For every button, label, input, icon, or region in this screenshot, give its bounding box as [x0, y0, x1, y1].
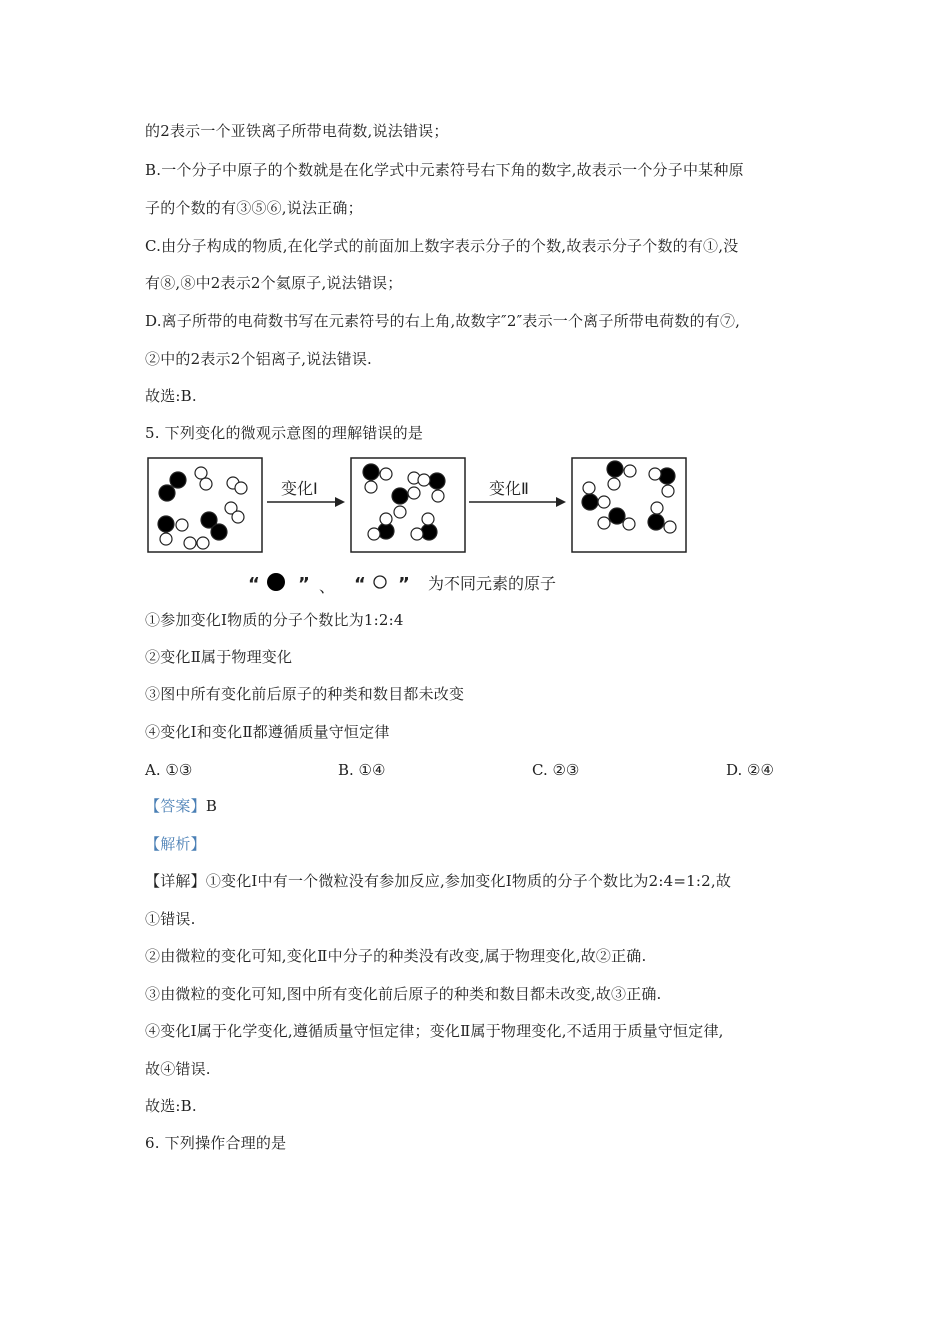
question-5-stem: 5. 下列变化的微观示意图的理解错误的是 — [145, 424, 424, 442]
detail-line-1 — [145, 871, 731, 891]
analysis-tag: 【解析】 — [145, 835, 206, 853]
line-8: 故选:B. — [145, 387, 197, 405]
question-6-stem: 6. 下列操作合理的是 — [145, 1134, 287, 1152]
line-1: 的2表示一个亚铁离子所带电荷数,说法错误； — [145, 122, 449, 140]
line-3: 子的个数的有③⑤⑥,说法正确； — [145, 199, 363, 217]
statement-2: ②变化Ⅱ属于物理变化 — [145, 648, 293, 666]
legend-separator: 、 — [319, 577, 336, 596]
legend-black-atom — [267, 573, 285, 591]
answer-value: B — [205, 797, 218, 815]
option-a: A. ①③ — [145, 761, 193, 779]
line-2: B.一个分子中原子的个数就是在化学式中元素符号右下角的数字,故表示一个分子中某种原 — [145, 161, 744, 179]
option-c: C. ②③ — [532, 761, 580, 779]
detail-line-3: ②由微粒的变化可知,变化Ⅱ中分子的种类没有改变,属于物理变化,故②正确. — [145, 947, 647, 965]
detail-line-7: 故选:B. — [145, 1097, 197, 1115]
arrow-2-label: 变化Ⅱ — [489, 479, 529, 498]
detail-line-4: ③由微粒的变化可知,图中所有变化前后原子的种类和数目都未改变,故③正确. — [145, 985, 662, 1003]
detail-line-2: ①错误. — [145, 910, 196, 928]
detail-line-6: 故④错误. — [145, 1060, 211, 1078]
legend-white-atom — [374, 576, 386, 588]
answer-line — [145, 796, 217, 816]
legend-quote-open-1: “ — [248, 574, 260, 595]
analysis-line — [145, 834, 206, 854]
statement-4: ④变化Ⅰ和变化Ⅱ都遵循质量守恒定律 — [145, 723, 390, 741]
detail-line-5: ④变化Ⅰ属于化学变化,遵循质量守恒定律；变化Ⅱ属于物理变化,不适用于质量守恒定律, — [145, 1022, 724, 1040]
legend-quote-close-1: ” — [298, 574, 310, 595]
legend-text: 为不同元素的原子 — [428, 574, 557, 593]
detail-tag: 【详解】 — [145, 872, 206, 890]
line-6: D.离子所带的电荷数书写在元素符号的右上角,故数字″2″表示一个离子所带电荷数的有⑦, — [145, 312, 741, 330]
answer-tag: 【答案】 — [145, 797, 206, 815]
statement-1: ①参加变化Ⅰ物质的分子个数比为1:2:4 — [145, 611, 404, 629]
micro-diagram — [0, 450, 950, 600]
legend-quote-close-2: ” — [398, 574, 410, 595]
line-7: ②中的2表示2个铝离子,说法错误. — [145, 350, 373, 368]
detail-text-1: ①变化Ⅰ中有一个微粒没有参加反应,参加变化Ⅰ物质的分子个数比为2:4=1:2,故 — [205, 872, 732, 890]
statement-3: ③图中所有变化前后原子的种类和数目都未改变 — [145, 685, 465, 703]
arrow-1-label: 变化Ⅰ — [281, 479, 318, 498]
option-b: B. ①④ — [338, 761, 386, 779]
option-d: D. ②④ — [726, 761, 774, 779]
line-5: 有⑧,⑧中2表示2个氦原子,说法错误； — [145, 274, 403, 292]
line-4: C.由分子构成的物质,在化学式的前面加上数字表示分子的个数,故表示分子个数的有①,没 — [145, 237, 739, 255]
legend-quote-open-2: “ — [354, 574, 366, 595]
